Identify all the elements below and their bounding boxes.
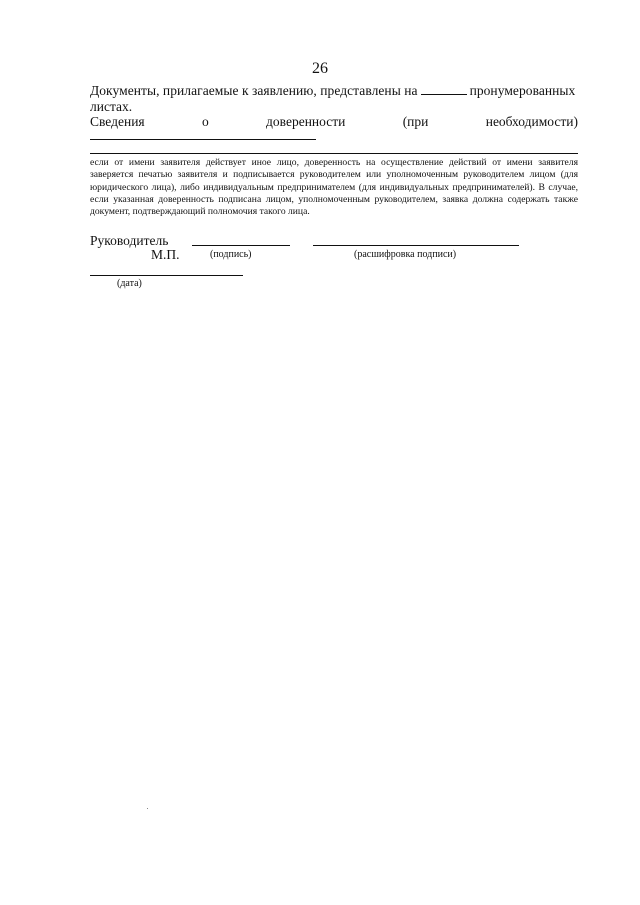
- signature-caption: (подпись): [210, 249, 252, 260]
- documents-statement-continuation: листах.: [90, 99, 133, 114]
- signature-decoding-line: [313, 245, 519, 246]
- scan-speck: [147, 808, 148, 809]
- footnote-paragraph: если от имени заявителя действует иное лицо, доверенность на осуществление действий от имени заявителя заверяется печатью заявителя и подписывается руководителем или уполномоченным руководителем лицом (для юридического лица), либо индивидуальным предпринимателем (для индивидуальных предпринимателей). В случае, если указанная доверенность подписана лицом, уполномоченным руководителем, заявка должна содержать также документ, подтверждающий полномочия такого лица.: [90, 157, 578, 218]
- stamp-label: М.П.: [151, 247, 180, 262]
- documents-statement-end: пронумерованных: [469, 83, 576, 98]
- date-line: [90, 275, 243, 276]
- documents-statement-start: Документы, прилагаемые к заявлению, представлены на: [90, 83, 418, 98]
- heading-word: доверенности: [266, 114, 346, 129]
- date-caption: (дата): [117, 278, 142, 289]
- power-of-attorney-heading: [90, 114, 578, 130]
- signature-line: [192, 245, 290, 246]
- heading-word: о: [201, 114, 209, 129]
- signature-decoding-caption: (расшифровка подписи): [354, 249, 457, 260]
- heading-word: (при: [402, 114, 429, 129]
- footnote-separator: [90, 153, 578, 154]
- documents-statement: [90, 83, 575, 99]
- footnote-text: [90, 157, 578, 218]
- heading-word: Сведения: [90, 114, 145, 129]
- page-number: 26: [312, 60, 328, 77]
- sheet-count-blank: [421, 84, 467, 95]
- heading-word: необходимости): [485, 114, 578, 129]
- power-of-attorney-fill-line: [90, 139, 316, 140]
- role-label: Руководитель: [90, 233, 169, 248]
